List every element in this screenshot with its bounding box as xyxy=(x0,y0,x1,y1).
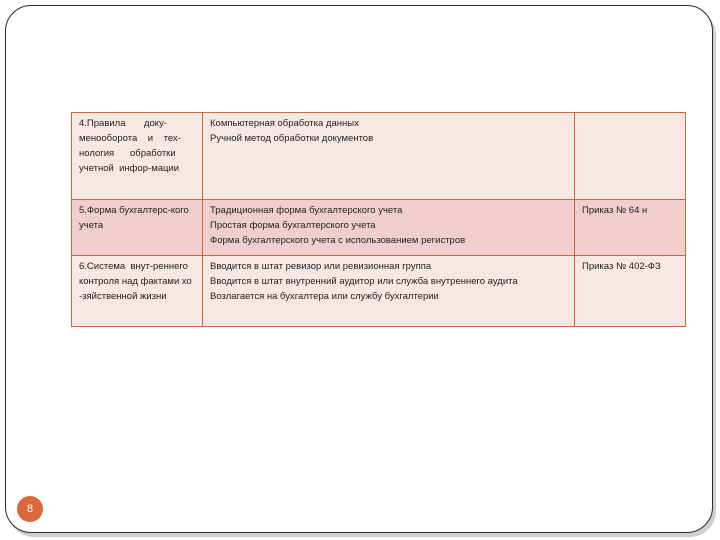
table-row xyxy=(72,200,686,256)
cell-line: 6.Система внут-реннего xyxy=(79,261,188,272)
cell-line: менооборота и тех- xyxy=(79,133,181,144)
cell-line: Традиционная форма бухгалтерского учета xyxy=(210,205,403,216)
table-cell-options xyxy=(203,256,575,327)
table-cell-reference: Приказ № 64 н xyxy=(575,200,686,256)
table-cell-reference xyxy=(575,113,686,200)
cell-line: учета xyxy=(79,220,104,231)
cell-line: Вводится в штат внутренний аудитор или служба внутреннего аудита xyxy=(210,276,518,287)
cell-line: Форма бухгалтерского учета с использованием регистров xyxy=(210,235,466,246)
table-cell-options xyxy=(203,200,575,256)
table-row xyxy=(72,256,686,327)
cell-line: Ручной метод обработки документов xyxy=(210,133,374,144)
cell-line: 5.Форма бухгалтерс-кого xyxy=(79,205,189,216)
cell-line: учетной инфор-мации xyxy=(79,163,180,174)
cell-line: 4.Правила доку- xyxy=(79,118,167,129)
cell-line: Возлагается на бухгалтера или службу бухгалтерии xyxy=(210,291,439,302)
table-row xyxy=(72,113,686,200)
cell-line: Простая форма бухгалтерского учета xyxy=(210,220,376,231)
cell-line: контроля над фактами хо xyxy=(79,276,192,287)
table-cell-options xyxy=(203,113,575,200)
table-cell-topic xyxy=(72,200,203,256)
page-number-badge: 8 xyxy=(17,496,43,522)
table-cell-topic xyxy=(72,113,203,200)
cell-line: Компьютерная обработка данных xyxy=(210,118,359,129)
cell-line: -зяйственной жизни xyxy=(79,291,167,302)
table-cell-topic xyxy=(72,256,203,327)
cell-line: нология обработки xyxy=(79,148,176,159)
cell-line: Вводится в штат ревизор или ревизионная группа xyxy=(210,261,432,272)
document-table xyxy=(71,112,686,327)
table-cell-reference: Приказ № 402-ФЗ xyxy=(575,256,686,327)
